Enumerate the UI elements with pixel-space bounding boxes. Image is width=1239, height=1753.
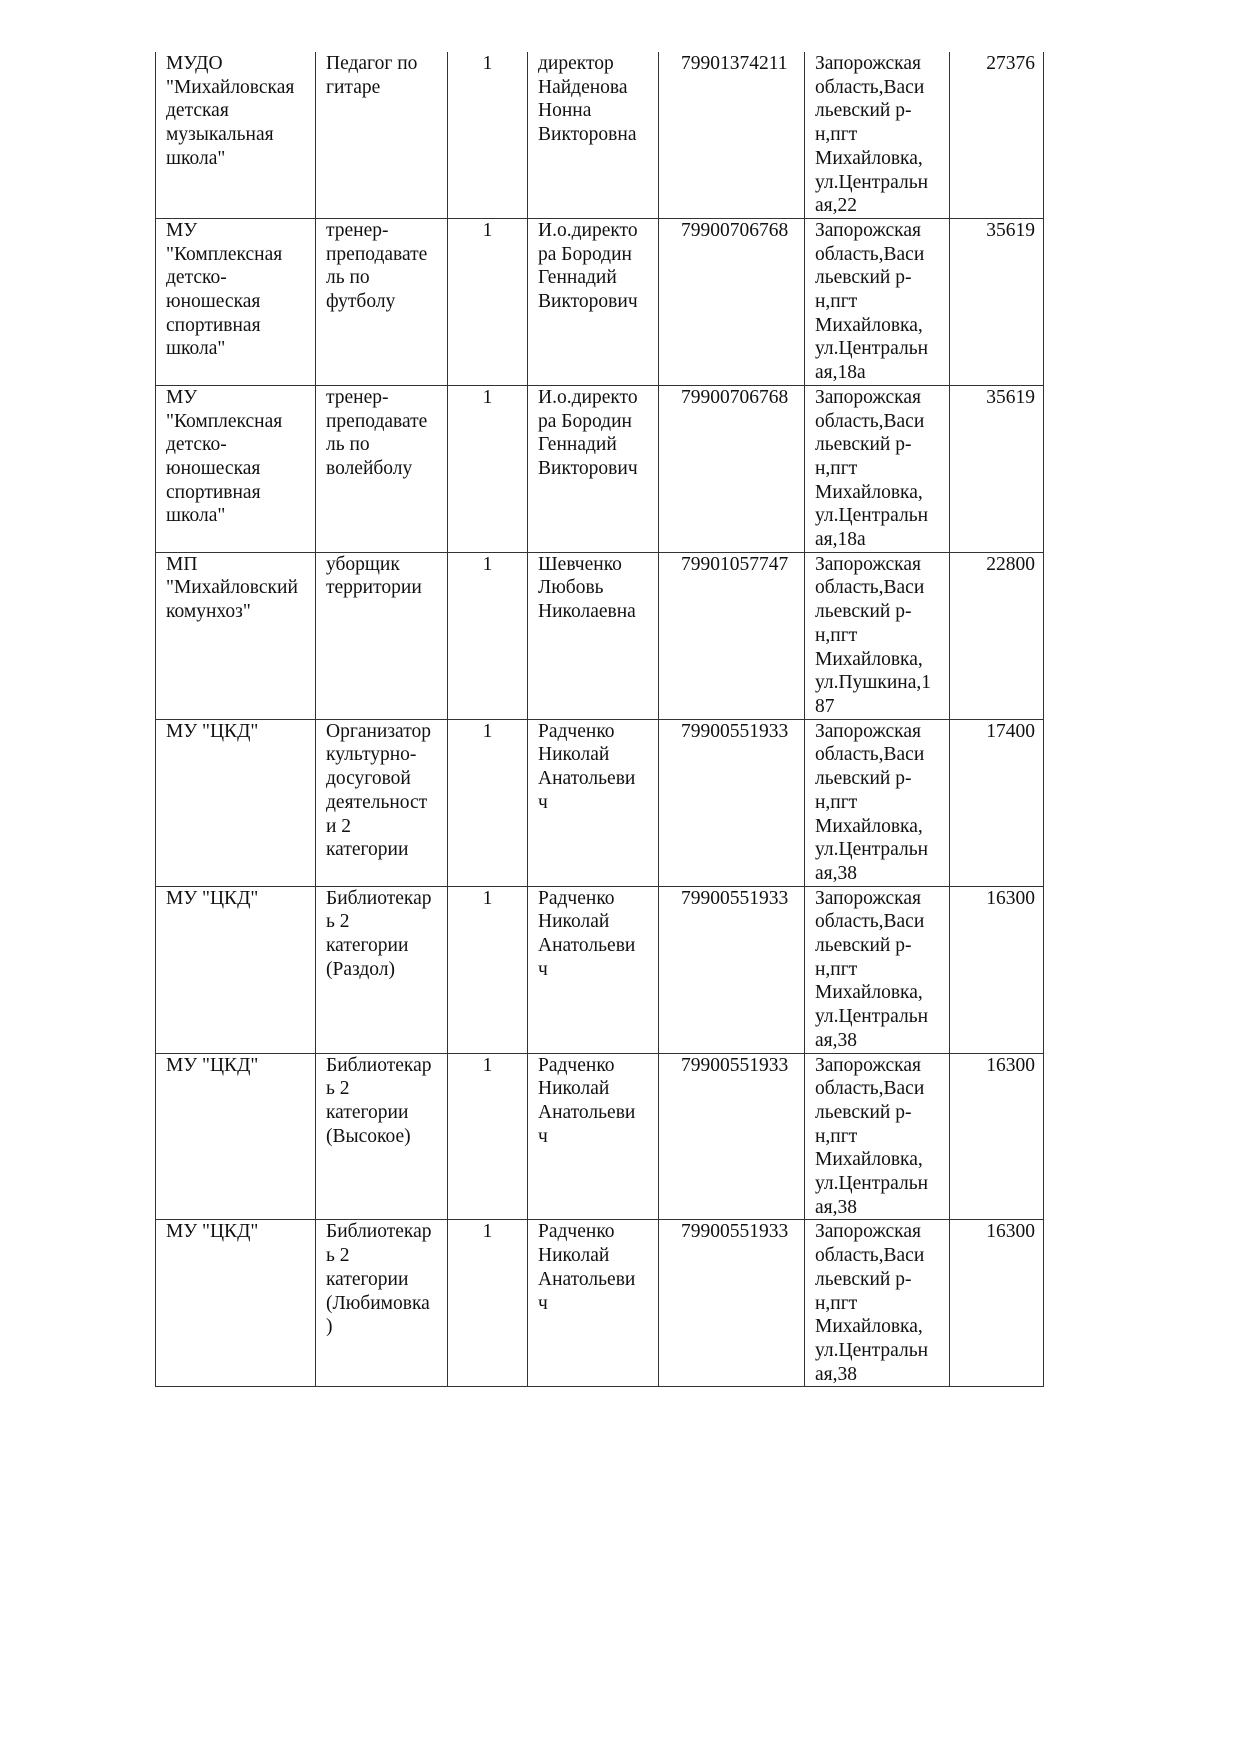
contact-person-cell: Шевченко Любовь Николаевна [528, 552, 659, 719]
organization-cell: МУ "Комплексная детско- юношеская спортивная школа" [156, 385, 316, 552]
position-cell: уборщик территории [316, 552, 448, 719]
organization-cell: МП "Михайловский комунхоз" [156, 552, 316, 719]
phone-cell: 79900551933 [659, 1220, 805, 1387]
address-cell: Запорожская область,Васи льевский р- н,пгт Михайловка, ул.Центральн ая,18а [805, 218, 950, 385]
table-row [156, 886, 1044, 1053]
salary-cell: 35619 [950, 218, 1044, 385]
salary-cell: 22800 [950, 552, 1044, 719]
phone-cell: 79900706768 [659, 218, 805, 385]
position-cell: Библиотекар ь 2 категории (Раздол) [316, 886, 448, 1053]
phone-cell: 79900551933 [659, 1053, 805, 1220]
salary-cell: 16300 [950, 1053, 1044, 1220]
organization-cell: МУДО "Михайловская детская музыкальная школа" [156, 52, 316, 218]
organization-cell: МУ "ЦКД" [156, 886, 316, 1053]
phone-cell: 79900706768 [659, 385, 805, 552]
position-cell: тренер- преподавате ль по волейболу [316, 385, 448, 552]
contact-person-cell: И.о.директо ра Бородин Геннадий Викторович [528, 385, 659, 552]
table-row [156, 1053, 1044, 1220]
organization-cell: МУ "Комплексная детско- юношеская спортивная школа" [156, 218, 316, 385]
contact-person-cell: директор Найденова Нонна Викторовна [528, 52, 659, 218]
address-cell: Запорожская область,Васи льевский р- н,пгт Михайловка, ул.Центральн ая,22 [805, 52, 950, 218]
count-cell: 1 [448, 52, 528, 218]
contact-person-cell: Радченко Николай Анатольеви ч [528, 719, 659, 886]
vacancies-table-body [156, 52, 1044, 1387]
salary-cell: 27376 [950, 52, 1044, 218]
position-cell: Педагог по гитаре [316, 52, 448, 218]
address-cell: Запорожская область,Васи льевский р- н,пгт Михайловка, ул.Центральн ая,38 [805, 1053, 950, 1220]
address-cell: Запорожская область,Васи льевский р- н,пгт Михайловка, ул.Центральн ая,18а [805, 385, 950, 552]
table-row [156, 385, 1044, 552]
table-row [156, 52, 1044, 218]
organization-cell: МУ "ЦКД" [156, 719, 316, 886]
count-cell: 1 [448, 719, 528, 886]
vacancies-table [155, 52, 1044, 1387]
address-cell: Запорожская область,Васи льевский р- н,пгт Михайловка, ул.Центральн ая,38 [805, 719, 950, 886]
address-cell: Запорожская область,Васи льевский р- н,пгт Михайловка, ул.Центральн ая,38 [805, 886, 950, 1053]
salary-cell: 17400 [950, 719, 1044, 886]
address-cell: Запорожская область,Васи льевский р- н,пгт Михайловка, ул.Центральн ая,38 [805, 1220, 950, 1387]
count-cell: 1 [448, 552, 528, 719]
count-cell: 1 [448, 886, 528, 1053]
organization-cell: МУ "ЦКД" [156, 1053, 316, 1220]
contact-person-cell: Радченко Николай Анатольеви ч [528, 1220, 659, 1387]
table-row [156, 218, 1044, 385]
organization-cell: МУ "ЦКД" [156, 1220, 316, 1387]
position-cell: Библиотекар ь 2 категории (Высокое) [316, 1053, 448, 1220]
count-cell: 1 [448, 1053, 528, 1220]
phone-cell: 79900551933 [659, 719, 805, 886]
position-cell: тренер- преподавате ль по футболу [316, 218, 448, 385]
table-row [156, 719, 1044, 886]
phone-cell: 79900551933 [659, 886, 805, 1053]
salary-cell: 16300 [950, 1220, 1044, 1387]
contact-person-cell: И.о.директо ра Бородин Геннадий Викторович [528, 218, 659, 385]
salary-cell: 35619 [950, 385, 1044, 552]
table-row [156, 552, 1044, 719]
phone-cell: 79901374211 [659, 52, 805, 218]
position-cell: Организатор культурно- досуговой деятельност и 2 категории [316, 719, 448, 886]
count-cell: 1 [448, 1220, 528, 1387]
count-cell: 1 [448, 385, 528, 552]
salary-cell: 16300 [950, 886, 1044, 1053]
address-cell: Запорожская область,Васи льевский р- н,пгт Михайловка, ул.Пушкина,1 87 [805, 552, 950, 719]
position-cell: Библиотекар ь 2 категории (Любимовка ) [316, 1220, 448, 1387]
contact-person-cell: Радченко Николай Анатольеви ч [528, 1053, 659, 1220]
phone-cell: 79901057747 [659, 552, 805, 719]
count-cell: 1 [448, 218, 528, 385]
table-row [156, 1220, 1044, 1387]
contact-person-cell: Радченко Николай Анатольеви ч [528, 886, 659, 1053]
